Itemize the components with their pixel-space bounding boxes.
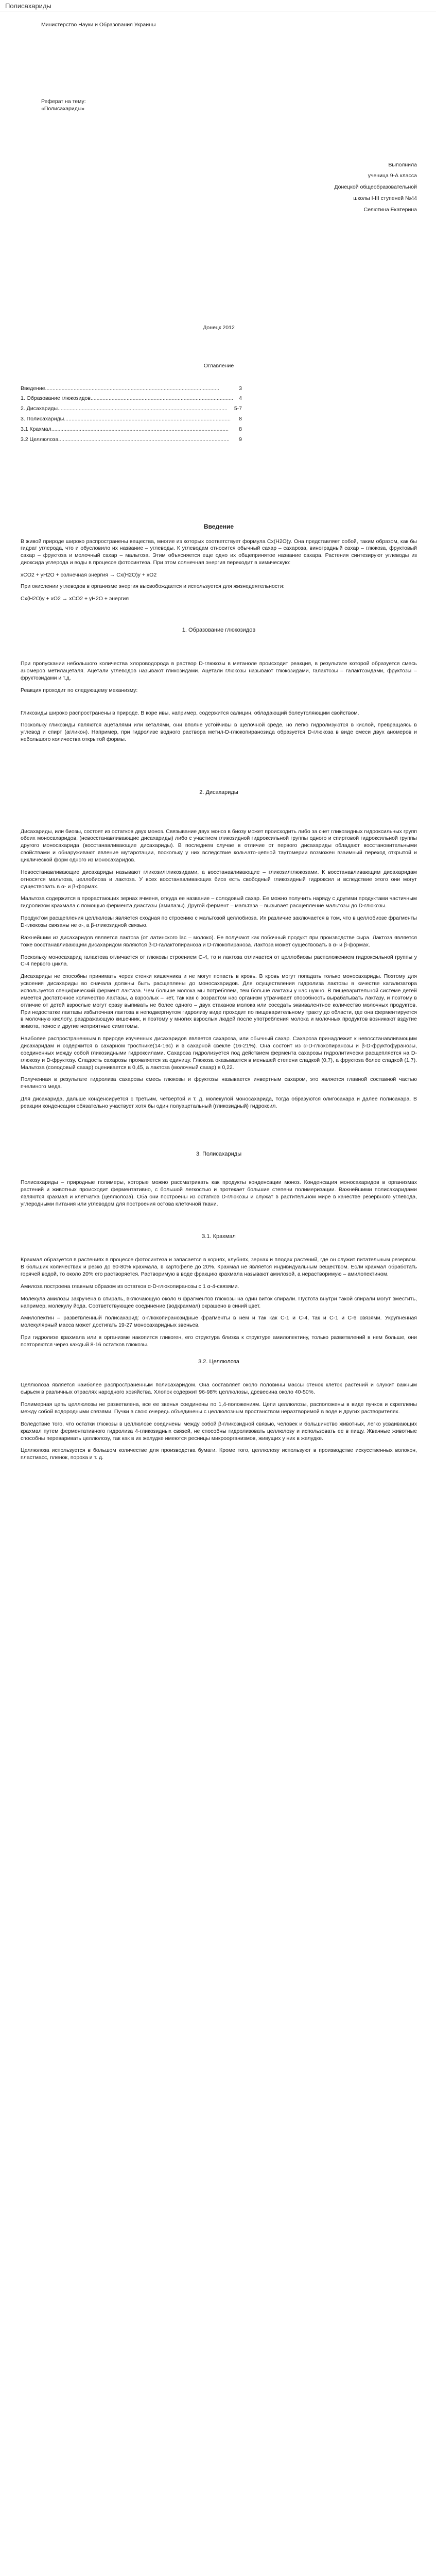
author-label: Выполнила (388, 161, 417, 168)
section-paragraph: Наиболее распространенным в природе изученных дисахаридов является сахароза, или обычный сахар. Сахароза принадлежит к невосстанавливающим дисахаридам и содержится в сахарном тростнике(14-16с) и в сахарной свекле (16-21%). Она состоит из α-D-глюкопиранозы и β-D-фруктофуранозы, соединенных между собой гликозидными гидроксилами. Сахароза гидролизуется под действием фермента сахарозы гидролитически расщепляется на D-глюкозу и D-фруктозу. Сладость сахарозы проявляется за единицу. Глюкоза оказывается в меньшей степени сладкой (0,7), а фруктоза более сладкой (1,7). Мальтоза (солодовый сахар) оценивается в 0,45, а лактоза (молочный сахар) в 0,22. (21, 1036, 417, 1071)
toc-item-label: 2. Дисахариды (21, 405, 58, 412)
toc-item-page: 8 (239, 416, 242, 422)
section-heading: 1. Образование глюкозидов (182, 626, 256, 633)
document-title-bar (0, 0, 436, 11)
section-paragraph: При пропускании небольшого количества хлороводорода в раствор D-глюкозы в метаноле происходит реакция, в результате которой образуется смесь аномеров метилацеталя. Ацетали углеводов называют гликозидами. Ацетали глюкозы называют глюкозидами, галактозы – галактозидами, фруктозы – фруктозидами и т.д. (21, 660, 417, 681)
toc-item-page: 9 (239, 436, 242, 443)
section-paragraph: Полимерная цепь целлюлозы не разветвлена, все ее звенья соединены по 1,4-положениям. Цепи целлюлозы, расположены в виде пучков и скреплены между собой водородными связями. Пучки в свою очередь объединены с целлюлозным простанством неразтворимой в воде и других растворителях. (21, 1401, 417, 1415)
author-school: Донецкой общеобразовательной (334, 184, 417, 191)
toc-item[interactable] (21, 416, 242, 423)
city-year: Донецк 2012 (203, 324, 235, 331)
section-paragraph: Полученная в результате гидролиза сахарозы смесь глюкозы и фруктозы называется инвертным сахаром, это является главной составной частью пчелиного меда. (21, 1076, 417, 1090)
document-tab-title: Полисахариды (5, 2, 51, 10)
intro-heading: Введение (203, 522, 234, 530)
author-name: Селютина Екатерина (363, 207, 417, 213)
section-paragraph: Поскольку гликозиды являются ацеталями или кеталями, они вполне устойчивы в щелочной среде, но легко гидролизуются в кислой, превращаясь в углевод и спирт (агликон). Например, при гидролизе водного раствора метил-D-глюкопиранозида образуется D-глюкоза в виде смеси двух аномеров и небольшого количества открытой формы. (21, 722, 417, 743)
subsection-heading: 3.2. Целлюлоза (198, 1358, 239, 1365)
section-paragraph: Продуктом расщепления целлюлозы является сходная по строению с мальтозой целлобиоза. Их различие заключается в том, что в целлобиозе фрагменты D-глюкозы связаны не α-, а β-гликозидной связью. (21, 915, 417, 928)
section-paragraph: Полисахариды – природные полимеры, которые можно рассматривать как продукты конденсации моноз. Конденсация моносахаридов в организмах растений и животных происходит ферментативно, с большой легкостью и протекает большие степени полимеризации. Важнейшими полисахаридами являются крахмал и клетчатка (целлюлоза). Оба они построены из остатков D-глюкозы и служат в растительном мире в качестве резервного углевода, углеродными питания или углеводом для построения остова клеточной ткани. (21, 1179, 417, 1207)
section-paragraph: Реакция проходит по следующему механизму: (21, 687, 138, 693)
author-class: ученица 9-А класса (368, 173, 417, 179)
toc-item[interactable] (21, 436, 242, 444)
section-paragraph: Поскольку моносахарид галактоза отличается от глюкозы строением С-4, то и лактоза отличается от целлобиозы расположением гидроксильной группы у С-4 первого цикла. (21, 954, 417, 968)
toc-item-label: Введение (21, 385, 45, 392)
toc-item-page: 8 (239, 426, 242, 433)
intro-paragraph: При окислении углеводов в организме энергия высвобождается и используется для жизнедеятельности: (21, 583, 285, 589)
toc-item[interactable] (21, 426, 242, 433)
section-paragraph: Важнейшим из дисахаридов является лактоза (от латинского lac – молоко). Ее получают как побочный продукт при производстве сыра. Лактоза является тоже восстанавливающим дисахаридом являются β-D-галактопираноза и D-глюкопираноза. Лактоза может существовать в α- и β-формах. (21, 934, 417, 948)
toc-item-dots: ................................................................................................................. (58, 405, 228, 412)
section-paragraph: Крахмал образуется в растениях в процессе фотосинтеза и запасается в корнях, клубнях, зернах и плодах растений, где он служит питательным резервом. В больших количествах и резко до 60-80% крахмала, в картофеле до 20%. Крахмал не является индивидуальным веществом. Если крахмал обработать горячей водой, то около 20% его растворяется. Растворимую в воде фракцию крахмала называют амилозой, а нерастворимую – амилопектином. (21, 1257, 417, 1278)
section-paragraph: Молекула амилозы закручена в спираль, включающую около 6 фрагментов глюкозы на один виток спирали. Пустота внутри такой спирали могут вместить, например, молекулу йода. Соответствующее соединение (водкрахмал) окрашено в синий цвет. (21, 1295, 417, 1309)
section-paragraph: Вследствие того, что остатки глюкозы в целлюлозе соединены между собой β-гликозидной связью, человек и большинство животных, легко усваивающих крахмал путем ферментативного гидролиза 4-гликозидных связей, не способны гидролизовать целлюлозу и использовать ее в пищу. Жвачные животные способны переваривать целлюлозу, так как в их желудке имеются ресницы микроорганизмов, живущих у них в желудке. (21, 1420, 417, 1442)
section-paragraph: Целлюлоза является наиболее распространенным полисахаридом. Она составляет около половины массы стенок клеток растений и служит важным сырьем в различных отраслях народного хозяйства. Хлопок содержит 96-98% целлюлозы, древесина около 40-50%. (21, 1382, 417, 1396)
essay-label: Реферат на тему: (41, 98, 86, 105)
toc-item-dots: .................................................................................................................... (45, 385, 219, 392)
oxidation-formula: Cx(H2O)y + xO2 → xCO2 + yH2O + энергия (21, 595, 129, 602)
section-paragraph: Мальтоза содержится в прорастающих зернах ячменя, откуда ее название – солодовый сахар. Ее можно получить наряду с другими продуктами частичным гидролизом крахмала с помощью фермента диастазы (амилазы). Другой фермент – мальтаза – вызывает расщепление мальтозы до D-глюкозы. (21, 895, 417, 909)
toc-item[interactable] (21, 385, 242, 393)
ministry-line: Министерство Науки и Образования Украины (41, 22, 156, 28)
photosynthesis-formula: xCO2 + yH2O + солнечная энергия → Cx(H2O)y + xO2 (21, 572, 157, 579)
section-paragraph: Для дисахарида, дальше конденсируется с третьим, четвертой и т. д. молекулой моносахарида, тогда образуются олигосахара и далее полисахара. В реакции конденсации обязательно участвует хотя бы один полуацетальный (гликозидный) гидроксил. (21, 1096, 417, 1109)
toc-item-label: 3.2 Целлюлоза (21, 436, 59, 443)
section-paragraph: Целлюлоза используется в большом количестве для производства бумаги. Кроме того, целлюлозу используют в производстве искусственных волокон, пластмасс, пленок, пороха и т. д. (21, 1447, 417, 1461)
toc-item-label: 3. Полисахариды (21, 416, 64, 422)
toc-item-label: 1. Образование глюкозидов (21, 395, 91, 402)
table-of-contents (21, 385, 417, 444)
toc-item-dots: ............................................................................................................... (64, 416, 231, 422)
toc-item-label: 3.1 Крахмал (21, 426, 51, 433)
toc-item-page: 3 (239, 385, 242, 392)
author-school-level: школы I-III ступеней №44 (353, 195, 417, 202)
section-heading: 3. Полисахариды (196, 1150, 242, 1157)
toc-item[interactable] (21, 405, 242, 413)
document-body (21, 11, 417, 1467)
toc-item-dots: .................................................................................................................. (58, 436, 230, 443)
section-heading: 2. Дисахариды (199, 789, 238, 795)
section-paragraph: Гликозиды широко распространены в природе. В коре ивы, например, содержится салицин, обладающий болеутоляющим свойством. (21, 709, 359, 716)
section-paragraph: Дисахариды не способны принимать через стенки кишечника и не могут попасть в кровь. В кровь могут попадать только моносахариды. Поэтому для усвоения дисахариды во сначала должны быть расщеплены до моносахаридов. Для осуществления гидролиза лактозы в качестве катализатора используется специфический фермент лактаза. Чем больше молока мы потребляем, тем больше лактазы у нас нужно. В пищеварительной системе детей имеется достаточное количество лактазы, а взрослых – нет, так как с возрастом нас организм утрачивает способность вырабатывать лактазу, и поэтому в отличие от детей взрослые могут сразу выпивать не более одного – двух стаканов молока или соседать эквивалентное количество молочных продуктов. При недостатке лактазы избыточная лактоза в неподвергнутом гидролизу виде проходит по пищеварительному тракту до области, где она ферментируется в молочную кислоту, раздражающую кишечник, и поэтому у многих взрослых людей после употребления молока и молочных продуктов возникают вздутие живота, понос и другие неприятные симптомы. (21, 973, 417, 1030)
intro-paragraph: В живой природе широко распространены вещества, многие из которых соответствует формула Cx(H2O)y. Она представляет собой, таким образом, как бы гидрат углерода, что и обусловило их название – углеводы. К углеводам относится обычный сахар – сахароза, виноградный сахар – глюкоза, фруктовый сахар – фруктоза и молочный сахар – мальтоза. Этим объясняется еще одно их общепринятое название сахара. Растения синтезируют углеводы из диоксида углерода и воды в процессе фотосинтеза. При этом солнечная энергия переходит в химическую: (21, 538, 417, 566)
section-paragraph: Амилоза построена главным образом из остатков α-D-глюкопиранозы с 1 α-4-связями. (21, 1283, 239, 1290)
section-paragraph: Амилопектин – разветвленный полисахарид: α-глюкопиранозидные фрагменты в нем и так как С-1 и С-4, так и С-1 и С-6 связями. Укрупненная молекулярный масса может достигать 19-27 моносахаридных звеньев. (21, 1315, 417, 1329)
toc-item-page: 5-7 (234, 405, 242, 412)
toc-item-page: 4 (239, 395, 242, 402)
toc-heading: Оглавление (203, 362, 234, 369)
essay-topic: «Полисахариды» (41, 105, 85, 112)
toc-item-dots: ............................................................................................... (90, 395, 234, 402)
section-paragraph: Дисахариды, или биозы, состоят из остатков двух моноз. Связывание двух моноз в биозу может происходить либо за счет гликозидных гидроксильных групп обеих моносахаридов, (невосстанавливающие дисахариды) либо с участием гликозидной гидроксильной группы одного и спиртовой гидроксильной группы другого моносахарида (восстанавливающие дисахариды). В последнем случае в отличие от первого дисахариды обладают восстановительными свойствами и обнаруживают явление мутаротации, поскольку у них вследствие кольчато-цепной таутомерии возможен взаимный переход открытой и циклической форм одного из моносахаридов. (21, 828, 417, 863)
section-paragraph: Невосстанавливающие дисахариды называют гликозилгликозидами, а восстанавливающие – гликозилглюкозами. К восстанавливающим дисахаридам относятся мальтоза, целлобиоза и лактоза. У всех восстанавливающих биоз есть свободный гликозидный гидроксил и вследствие этого они могут существовать в α- и β-формах. (21, 869, 417, 890)
toc-item-dots: ...................................................................................................................... (51, 426, 229, 433)
toc-item[interactable] (21, 395, 242, 402)
subsection-heading: 3.1. Крахмал (202, 1233, 236, 1240)
section-paragraph: При гидролизе крахмала или в организме накопится гликоген, его структура близка к структуре амилопектину, только разветвлений в нем больше, они повторяются через каждый 8-16 остатков глюкозы. (21, 1334, 417, 1348)
